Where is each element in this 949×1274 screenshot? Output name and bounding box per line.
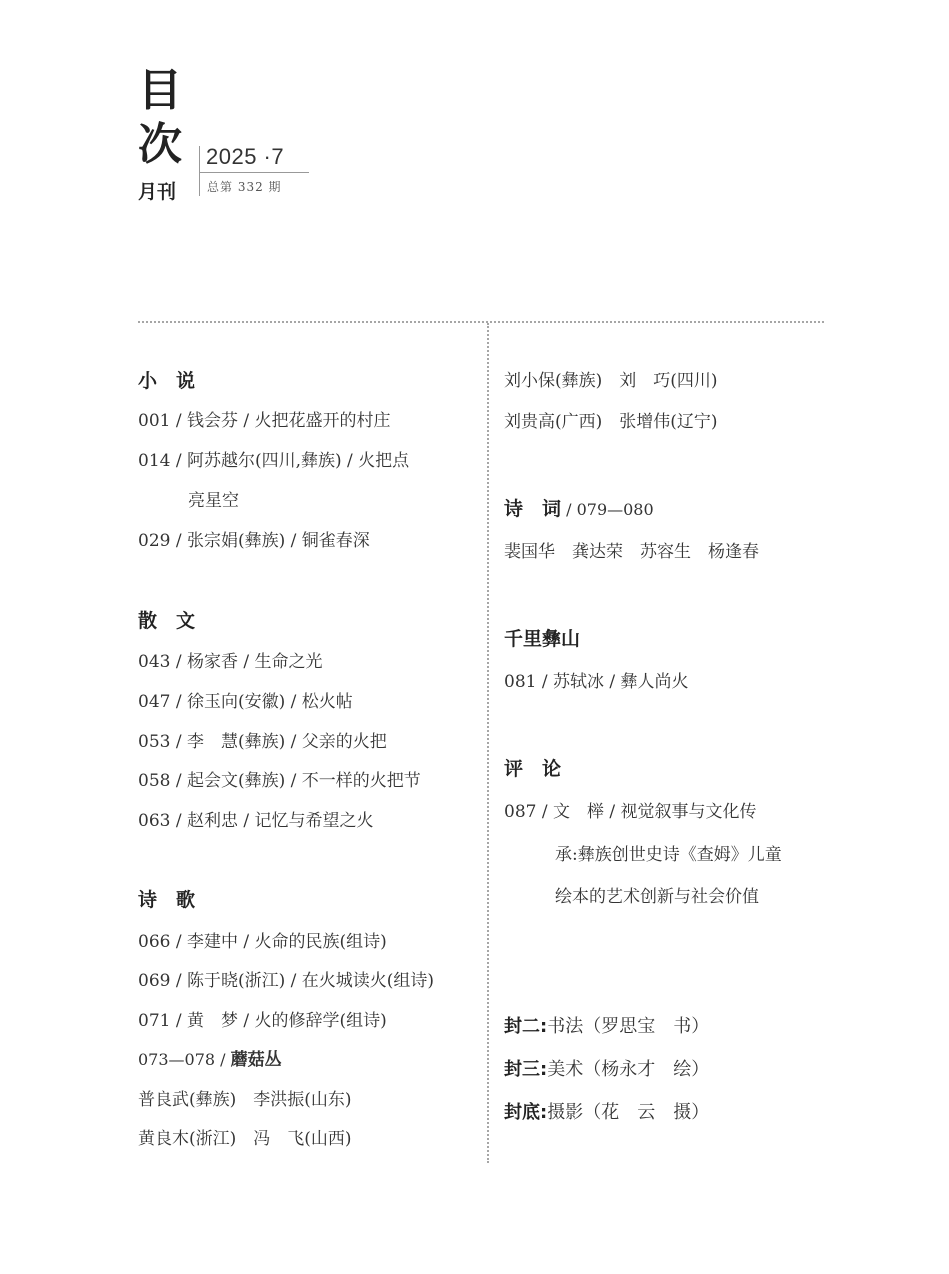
section-title-poetry: 诗 歌 xyxy=(138,889,196,911)
toc-item: 043 / 杨家香 / 生命之光 xyxy=(138,652,323,672)
cover-value: 书法（罗思宝 书） xyxy=(547,1016,710,1037)
toc-item: 066 / 李建中 / 火命的民族(组诗) xyxy=(138,932,387,952)
cover-value: 摄影（花 云 摄） xyxy=(547,1102,710,1123)
section-title-review: 评 论 xyxy=(504,758,562,780)
top-dotted-rule xyxy=(138,321,824,323)
title-char-2: 次 xyxy=(138,119,182,170)
column-dotted-rule xyxy=(487,323,489,1163)
author-row: 刘小保(彝族) 刘 巧(四川) xyxy=(504,371,718,391)
cover-row xyxy=(504,1098,709,1124)
section-title-ci xyxy=(504,494,654,521)
toc-item: 069 / 陈于晓(浙江) / 在火城读火(组诗) xyxy=(138,971,435,991)
toc-item: 063 / 赵利忠 / 记忆与希望之火 xyxy=(138,811,374,831)
toc-item: 058 / 起会文(彝族) / 不一样的火把节 xyxy=(138,771,421,791)
mushroom-pages: 073—078 / xyxy=(138,1050,231,1069)
toc-item-continuation: 亮星空 xyxy=(188,491,239,511)
monthly-label: 月刊 xyxy=(138,181,177,203)
cover-label: 封底: xyxy=(504,1102,548,1123)
toc-item: 014 / 阿苏越尔(四川,彝族) / 火把点 xyxy=(138,451,410,471)
cover-row xyxy=(504,1055,709,1081)
mushroom-title: 蘑菇丛 xyxy=(230,1050,282,1070)
toc-item: 001 / 钱会芬 / 火把花盛开的村庄 xyxy=(138,411,391,431)
toc-item-continuation: 承:彝族创世史诗《查姆》儿童 xyxy=(555,845,782,865)
author-row: 裴国华 龚达荣 苏容生 杨逢春 xyxy=(504,542,759,562)
toc-item: 029 / 张宗娟(彝族) / 铜雀春深 xyxy=(138,531,370,551)
ci-title: 诗 词 xyxy=(504,498,562,520)
toc-item: 053 / 李 慧(彝族) / 父亲的火把 xyxy=(138,732,387,752)
section-title-prose: 散 文 xyxy=(138,610,196,632)
title-char-1: 目 xyxy=(138,65,182,116)
toc-item: 071 / 黄 梦 / 火的修辞学(组诗) xyxy=(138,1011,387,1031)
author-row: 黄良木(浙江) 冯 飞(山西) xyxy=(138,1129,352,1149)
toc-item: 087 / 文 榉 / 视觉叙事与文化传 xyxy=(504,802,757,822)
author-row: 刘贵高(广西) 张增伟(辽宁) xyxy=(504,412,718,432)
cover-label: 封三: xyxy=(504,1059,548,1080)
cover-value: 美术（杨永才 绘） xyxy=(547,1059,710,1080)
section-title-fiction: 小 说 xyxy=(138,370,196,392)
toc-item: 047 / 徐玉向(安徽) / 松火帖 xyxy=(138,692,353,712)
total-issue: 总第 332 期 xyxy=(207,180,282,194)
author-row: 普良武(彝族) 李洪振(山东) xyxy=(138,1090,352,1110)
header-divider-vertical xyxy=(199,146,200,196)
cover-row xyxy=(504,1012,709,1038)
issue-number: 2025 ·7 xyxy=(206,144,285,169)
toc-item-mushroom xyxy=(138,1045,282,1070)
toc-item-continuation: 绘本的艺术创新与社会价值 xyxy=(555,887,759,907)
header-divider-horizontal xyxy=(199,172,309,173)
cover-label: 封二: xyxy=(504,1016,548,1037)
ci-pages: / 079—080 xyxy=(561,500,654,519)
toc-item: 081 / 苏轼冰 / 彝人尚火 xyxy=(504,672,689,692)
section-title-qianli: 千里彝山 xyxy=(504,628,581,650)
